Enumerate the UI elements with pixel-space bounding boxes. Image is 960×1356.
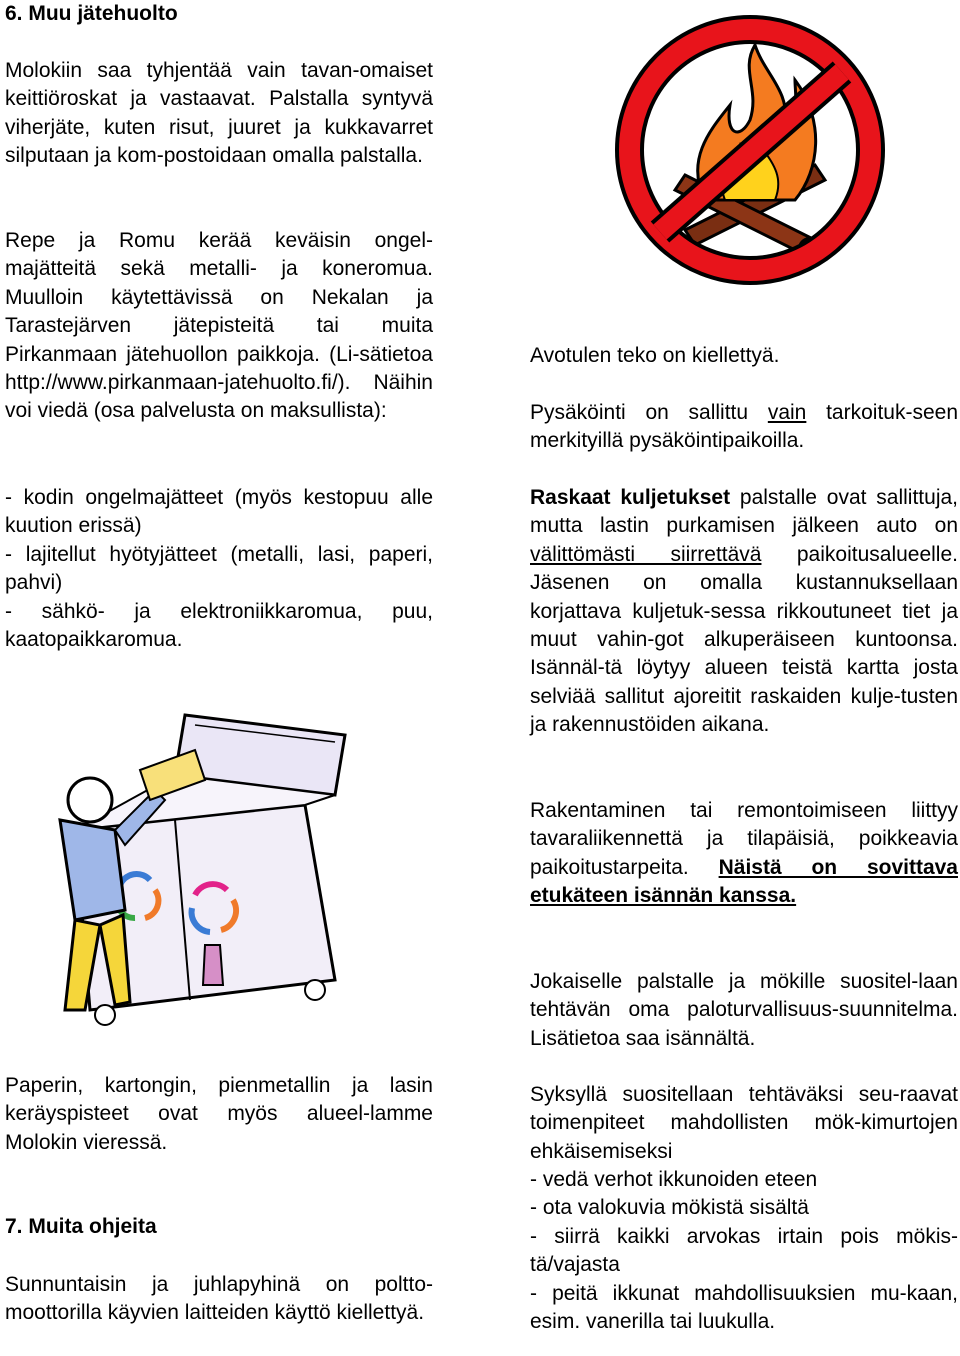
list-item: - vedä verhot ikkunoiden eteen (530, 1168, 818, 1191)
list-item: - siirrä kaikki arvokas irtain pois mökis-tä/vajasta (530, 1224, 958, 1277)
section-7-heading: 7. Muita ohjeita (5, 1215, 157, 1238)
parking-paragraph: Pysäköinti on sallittu vain tarkoituk-seen merkityillä pysäköintipaikoilla. (530, 401, 958, 453)
heavy-transport-label: Raskaat kuljetukset (530, 486, 731, 509)
open-fire-ban-text: Avotulen teko on kiellettyä. (530, 344, 780, 367)
list-item: - peitä ikkunat mahdollisuuksien mu-kaan, esim. vanerilla tai luukulla. (530, 1281, 958, 1334)
autumn-measures-paragraph: Syksyllä suositellaan tehtäväksi seu-raavat toimenpiteet mahdollisten mök-kimurtojen ehkäisemiseksi (530, 1083, 958, 1163)
list-item: - lajitellut hyötyjätteet (metalli, lasi, paperi, pahvi) (5, 542, 433, 595)
list-item: - ota valokuvia mökistä sisältä (530, 1196, 809, 1220)
agree-with-manager-note: Näistä on sovittava etukäteen isännän kanssa. (530, 855, 958, 908)
section-6-heading: 6. Muu jätehuolto (5, 2, 178, 25)
recycling-points-paragraph: Paperin, kartongin, pienmetallin ja lasin keräyspisteet ovat myös alueel-lamme Molokin vieressä. (5, 1074, 433, 1154)
recycling-chest-illustration (5, 710, 385, 1050)
molok-paragraph: Molokiin saa tyhjentää vain tavan-omaiset keittiöroskat ja vastaavat. Palstalla syntyvä viherjäte, kuten risut, juuret ja kukkavarret silputaan ja kom-postoidaan omalla palstalla. (5, 59, 433, 168)
list-item: - sähkö- ja elektroniikkaromua, puu, kaatopaikkaromua. (5, 599, 433, 652)
list-item: - kodin ongelmajätteet (myös kestopuu alle kuution erissä) (5, 486, 433, 538)
waste-list (5, 484, 433, 654)
construction-paragraph: Rakentaminen tai remontoimiseen liittyy tavaraliikennettä ja tilapäisiä, poikkeavia paikoitustarpeita. Näistä on sovittava etukäteen isännän kanssa. (530, 799, 958, 908)
hazardous-waste-paragraph: Repe ja Romu kerää keväisin ongel-majätteitä sekä metalli- ja koneromua. Muulloin käytettävissä on Nekalan ja Tarastejärven jätepisteitä tai muita Pirkanmaan jätehuollon paikkoja. (Li-sätietoa http://www.pirkanmaan-jatehuolto.fi/). Näihin voi viedä (osa palvelusta on maksullista): (5, 229, 433, 423)
emphasis-immediately: välittömästi siirrettävä (530, 542, 762, 566)
engine-ban-paragraph: Sunnuntaisin ja juhlapyhinä on poltto-moottorilla käyvien laitteiden käyttö kiellettyä. (5, 1273, 433, 1325)
break-in-prevention-list (530, 1166, 958, 1336)
heavy-transport-paragraph: Raskaat kuljetukset palstalle ovat sallittuja, mutta lastin purkamisen jälkeen auto on välittömästi siirrettävä paikoitusalueelle. Jäsenen on omalla kustannuksellaan korjattava kuljetuk-sessa rikkoutuneet tiet ja muut vahin-got alkuperäiseen kuntoonsa. Isännäl-tä löytyy alueen teistä kartta josta selviää sallitut ajoreitit raskaiden kulje-tusten ja rakennustöiden aikana. (530, 486, 958, 737)
fire-safety-plan-paragraph: Jokaiselle palstalle ja mökille suositel-laan tehtävän oma paloturvallisuus-suunnitelma. Lisätietoa saa isännältä. (530, 970, 958, 1050)
no-open-fire-sign-icon (590, 0, 910, 300)
emphasis-only: vain (767, 401, 807, 424)
